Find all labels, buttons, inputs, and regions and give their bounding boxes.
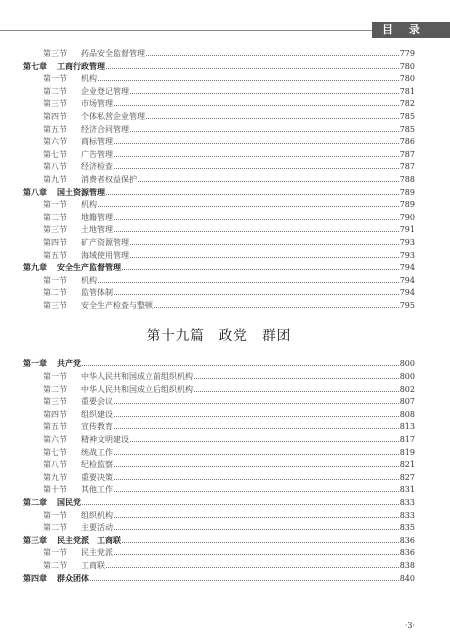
toc-section-row[interactable] — [23, 383, 415, 396]
toc-entry-number: 第三节 — [43, 225, 67, 235]
toc-entry-title: 安全生产检查与整顿 — [81, 300, 153, 310]
toc-entry-title: 精神文明建设 — [81, 435, 129, 445]
dot-leader — [90, 572, 399, 581]
toc-entry-title: 安全生产监督管理 — [57, 263, 121, 273]
toc-entry-page: 789 — [399, 200, 415, 210]
toc-entry-title: 机构 — [81, 74, 97, 84]
toc-chapter-row[interactable] — [23, 261, 415, 274]
toc-entry-title: 主要活动 — [81, 523, 113, 533]
toc-entry-title: 共产党 — [57, 359, 81, 369]
header-rule — [0, 30, 372, 31]
toc-entry-title: 机构 — [81, 275, 97, 285]
toc-section-row[interactable] — [23, 274, 415, 287]
toc-entry-title: 组织建设 — [81, 409, 113, 419]
toc-entry-title: 国土资源管理 — [57, 187, 105, 197]
dot-leader — [114, 521, 399, 530]
dot-leader — [114, 148, 399, 157]
toc-entry-number: 第一节 — [43, 372, 67, 382]
toc-entry-page: 794 — [399, 275, 415, 285]
toc-entry-number: 第八节 — [43, 162, 67, 172]
toc-entry-title: 监管体制 — [81, 288, 113, 298]
dot-leader — [194, 370, 399, 379]
toc-entry-number: 第四节 — [43, 111, 67, 121]
toc-entry-number: 第四章 — [23, 573, 47, 583]
toc-entry-title: 中华人民共和国成立前组织机构 — [81, 372, 193, 382]
toc-entry-title: 工商行政管理 — [57, 61, 105, 71]
toc-section-row[interactable] — [23, 72, 415, 85]
toc-entry-number: 第五节 — [43, 422, 67, 432]
toc-entry-number: 第三节 — [43, 397, 67, 407]
toc-entry-title: 重要会议 — [81, 397, 113, 407]
dot-leader — [130, 236, 399, 245]
toc-entry-title: 纪检监察 — [81, 460, 113, 470]
toc-entry-page: 794 — [399, 263, 415, 273]
toc-entry-title: 商标管理 — [81, 137, 113, 147]
toc-entry-number: 第一节 — [43, 74, 67, 84]
toc-section-row[interactable] — [23, 211, 415, 224]
toc-entry-page: 794 — [399, 288, 415, 298]
toc-section-row[interactable] — [23, 299, 415, 312]
dot-leader — [146, 47, 399, 56]
dot-leader — [106, 60, 399, 69]
toc-entry-title: 广告管理 — [81, 149, 113, 159]
toc-chapter-row[interactable] — [23, 572, 415, 585]
toc-entry-number: 第一节 — [43, 200, 67, 210]
toc-entry-page: 827 — [399, 472, 415, 482]
dot-leader — [114, 483, 399, 492]
toc-entry-page: 808 — [399, 409, 415, 419]
dot-leader — [114, 546, 399, 555]
dot-leader — [146, 110, 399, 119]
dot-leader — [114, 135, 399, 144]
toc-entry-title: 统战工作 — [81, 447, 113, 457]
toc-section-row[interactable] — [23, 521, 415, 534]
part-title — [23, 321, 415, 351]
dot-leader — [130, 433, 399, 442]
part-name: 政党 群团 — [218, 328, 292, 345]
dot-leader — [130, 249, 399, 258]
part-number: 第十九篇 — [146, 328, 205, 345]
toc-section-row[interactable] — [23, 483, 415, 496]
toc-entry-title: 中华人民共和国成立后组织机构 — [81, 384, 193, 394]
toc-entry-number: 第九节 — [43, 472, 67, 482]
running-header — [0, 22, 450, 38]
toc-entry-page: 795 — [399, 300, 415, 310]
toc-entry-page: 800 — [399, 359, 415, 369]
toc-entry-title: 经济检查 — [81, 162, 113, 172]
toc-section-row[interactable] — [23, 110, 415, 123]
toc-entry-number: 第八章 — [23, 187, 47, 197]
toc-entry-number: 第七章 — [23, 61, 47, 71]
toc-entry-title: 土地管理 — [81, 225, 113, 235]
toc-section-row[interactable] — [23, 223, 415, 236]
toc-entry-page: 781 — [399, 86, 415, 96]
dot-leader — [114, 408, 399, 417]
toc-entry-number: 第一章 — [23, 359, 47, 369]
toc-entry-number: 第九章 — [23, 263, 47, 273]
toc-entry-page: 790 — [399, 212, 415, 222]
toc-entry-number: 第三节 — [43, 300, 67, 310]
toc-group-part-18 — [23, 47, 415, 311]
dot-leader — [114, 97, 399, 106]
toc-entry-title: 民主党派 — [81, 548, 113, 558]
dot-leader — [106, 559, 399, 568]
toc-entry-title: 海域使用管理 — [81, 250, 129, 260]
toc-entry-number: 第九节 — [43, 174, 67, 184]
toc-entry-page: 793 — [399, 237, 415, 247]
toc-entry-number: 第五节 — [43, 250, 67, 260]
toc-section-row[interactable] — [23, 148, 415, 161]
toc-entry-page: 835 — [399, 523, 415, 533]
dot-leader — [130, 123, 399, 132]
toc-chapter-row[interactable] — [23, 534, 415, 547]
header-label: 目 录 — [372, 22, 450, 38]
toc-entry-number: 第一节 — [43, 548, 67, 558]
toc-entry-number: 第二节 — [43, 560, 67, 570]
dot-leader — [114, 446, 399, 455]
toc-entry-title: 国民党 — [57, 498, 81, 507]
toc-entry-number: 第一节 — [43, 275, 67, 285]
toc-entry-number: 第二节 — [43, 288, 67, 298]
toc-section-row[interactable] — [23, 395, 415, 408]
dot-leader — [98, 274, 399, 283]
toc-entry-number: 第六节 — [43, 435, 67, 445]
toc-section-row[interactable] — [23, 546, 415, 559]
toc-entry-page: 787 — [399, 149, 415, 159]
toc-entry-page: 780 — [399, 61, 415, 71]
toc-entry-number: 第四节 — [43, 409, 67, 419]
toc-entry-number: 第三节 — [43, 49, 67, 58]
toc-entry-title: 组织机构 — [81, 510, 113, 520]
dot-leader — [98, 198, 399, 207]
toc-entry-title: 个体私营企业管理 — [81, 111, 145, 121]
toc-entry-title: 消费者权益保护 — [81, 174, 137, 184]
toc-group-part-19 — [23, 357, 415, 584]
dot-leader — [114, 395, 399, 404]
toc-entry-title: 经济合同管理 — [81, 124, 129, 134]
toc-entry-title: 市场管理 — [81, 99, 113, 109]
toc-entry-number: 第七节 — [43, 149, 67, 159]
toc-entry-title: 企业登记管理 — [81, 86, 129, 96]
dot-leader — [82, 357, 399, 366]
toc-entry-page: 836 — [399, 535, 415, 545]
toc-entry-page: 786 — [399, 137, 415, 147]
toc-section-row[interactable] — [23, 446, 415, 459]
toc-section-row[interactable] — [23, 408, 415, 421]
toc-section-row[interactable] — [23, 471, 415, 484]
toc-entry-page: 833 — [399, 510, 415, 520]
dot-leader — [114, 509, 399, 518]
toc-section-row[interactable] — [23, 198, 415, 211]
dot-leader — [194, 383, 399, 392]
toc-entry-page: 780 — [399, 74, 415, 84]
toc-entry-page: 789 — [399, 187, 415, 197]
toc-entry-page: 838 — [399, 560, 415, 570]
toc-chapter-row[interactable] — [23, 60, 415, 73]
toc-entry-page: 779 — [399, 49, 415, 58]
toc-entry-page: 840 — [399, 573, 415, 583]
toc-entry-page: 813 — [399, 422, 415, 432]
toc-entry-number: 第五节 — [43, 124, 67, 134]
toc-section-row[interactable] — [23, 370, 415, 383]
toc-entry-page: 819 — [399, 447, 415, 457]
toc-section-row[interactable] — [23, 509, 415, 522]
dot-leader — [114, 458, 399, 467]
dot-leader — [114, 160, 399, 169]
toc-entry-number: 第六节 — [43, 137, 67, 147]
dot-leader — [82, 496, 399, 505]
toc-section-row[interactable] — [23, 433, 415, 446]
toc-entry-number: 第十节 — [43, 485, 67, 495]
dot-leader — [122, 261, 399, 270]
toc-entry-number: 第八节 — [43, 460, 67, 470]
toc-entry-page: 821 — [399, 460, 415, 470]
toc-entry-page: 788 — [399, 174, 415, 184]
toc-entry-page: 782 — [399, 99, 415, 109]
toc-entry-title: 宣传教育 — [81, 422, 113, 432]
table-of-contents — [23, 47, 415, 584]
toc-entry-page: 791 — [399, 225, 415, 235]
toc-entry-number: 第二节 — [43, 384, 67, 394]
toc-entry-page: 785 — [399, 124, 415, 134]
toc-section-row[interactable] — [23, 559, 415, 572]
toc-section-row[interactable] — [23, 97, 415, 110]
toc-entry-number: 第一节 — [43, 510, 67, 520]
dot-leader — [122, 534, 399, 543]
toc-section-row[interactable] — [23, 249, 415, 262]
toc-section-row[interactable] — [23, 160, 415, 173]
dot-leader — [154, 299, 399, 308]
dot-leader — [114, 420, 399, 429]
toc-entry-title: 工商联 — [81, 560, 105, 570]
toc-section-row[interactable] — [23, 173, 415, 186]
toc-entry-title: 重要决策 — [81, 472, 113, 482]
toc-entry-title: 地籍管理 — [81, 212, 113, 222]
toc-entry-number: 第二节 — [43, 86, 67, 96]
toc-section-row[interactable] — [23, 85, 415, 98]
dot-leader — [114, 211, 399, 220]
toc-entry-page: 836 — [399, 548, 415, 558]
dot-leader — [98, 72, 399, 81]
toc-entry-page: 787 — [399, 162, 415, 172]
toc-entry-title: 群众团体 — [57, 573, 89, 583]
dot-leader — [106, 186, 399, 195]
toc-entry-title: 其他工作 — [81, 485, 113, 495]
page-number: ·3· — [404, 621, 415, 630]
dot-leader — [138, 173, 399, 182]
toc-section-row[interactable] — [23, 420, 415, 433]
dot-leader — [114, 471, 399, 480]
toc-entry-page: 833 — [399, 498, 415, 507]
toc-section-row[interactable] — [23, 236, 415, 249]
toc-entry-title: 民主党派 工商联 — [57, 535, 121, 545]
toc-entry-page: 831 — [399, 485, 415, 495]
toc-entry-number: 第二章 — [23, 498, 47, 507]
toc-entry-page: 807 — [399, 397, 415, 407]
toc-entry-page: 817 — [399, 435, 415, 445]
toc-chapter-row[interactable] — [23, 496, 415, 509]
toc-entry-number: 第二节 — [43, 212, 67, 222]
toc-chapter-row[interactable] — [23, 357, 415, 370]
toc-entry-number: 第七节 — [43, 447, 67, 457]
toc-section-row[interactable] — [23, 135, 415, 148]
toc-entry-page: 800 — [399, 372, 415, 382]
toc-entry-title: 机构 — [81, 200, 97, 210]
toc-entry-number: 第三节 — [43, 99, 67, 109]
dot-leader — [114, 223, 399, 232]
toc-entry-page: 785 — [399, 111, 415, 121]
toc-entry-number: 第三章 — [23, 535, 47, 545]
toc-entry-number: 第四节 — [43, 237, 67, 247]
toc-section-row[interactable] — [23, 47, 415, 60]
toc-entry-title: 矿产资源管理 — [81, 237, 129, 247]
toc-entry-page: 802 — [399, 384, 415, 394]
toc-entry-page: 793 — [399, 250, 415, 260]
dot-leader — [114, 286, 399, 295]
toc-section-row[interactable] — [23, 458, 415, 471]
toc-entry-number: 第二节 — [43, 523, 67, 533]
toc-entry-title: 药品安全监督管理 — [81, 49, 145, 58]
toc-chapter-row[interactable] — [23, 186, 415, 199]
toc-section-row[interactable] — [23, 286, 415, 299]
dot-leader — [130, 85, 399, 94]
toc-section-row[interactable] — [23, 123, 415, 136]
